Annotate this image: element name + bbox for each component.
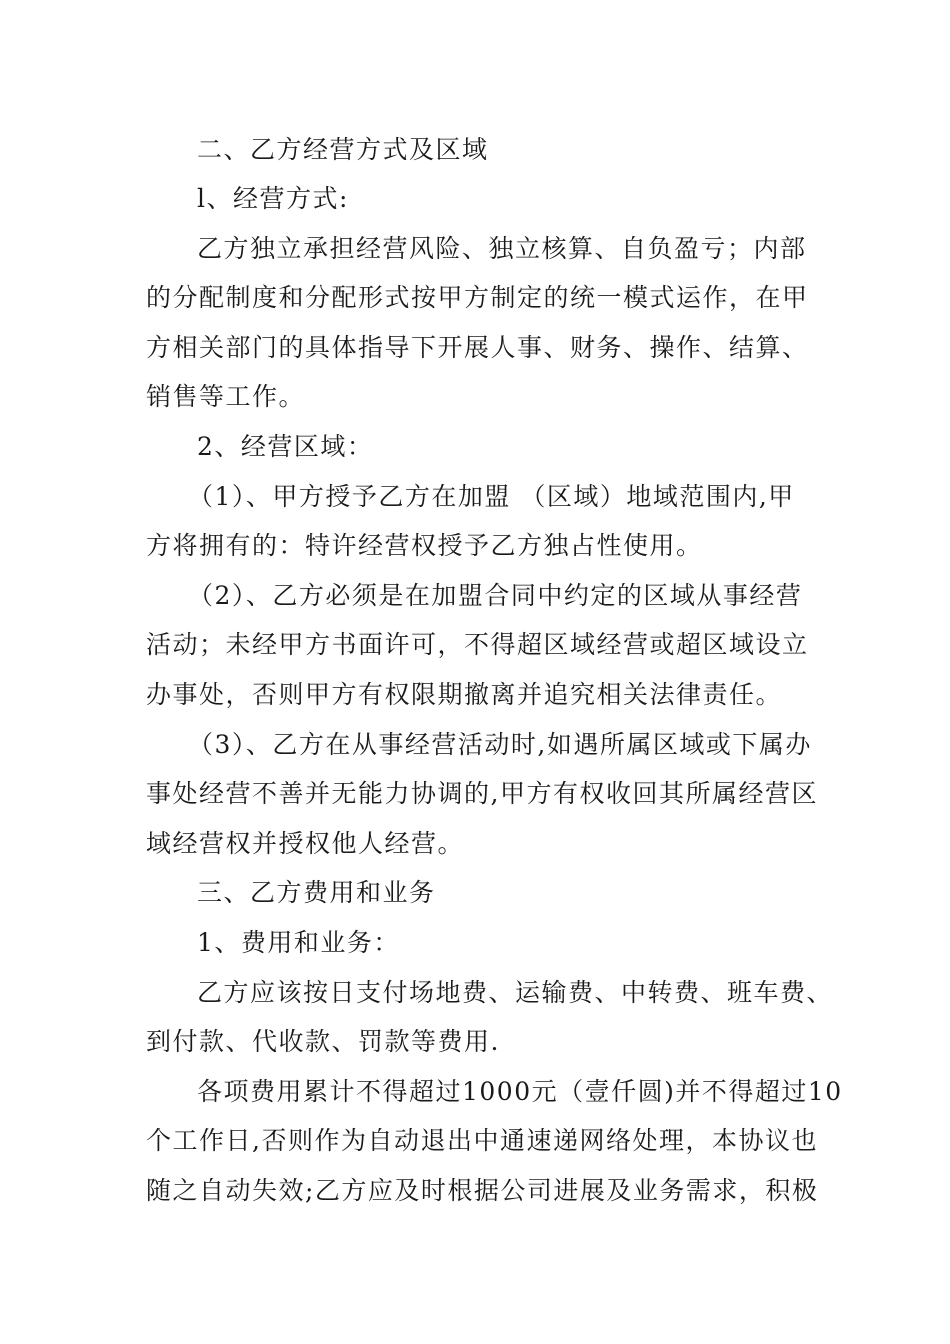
subheading-fees: 1、费用和业务： bbox=[197, 928, 400, 957]
clause-1-line: 方将拥有的：特许经营权授予乙方独占性使用。 bbox=[146, 531, 703, 560]
paragraph-line: 的分配制度和分配形式按甲方制定的统一模式运作，在甲 bbox=[146, 283, 809, 312]
clause-3-line: 域经营权并授权他人经营。 bbox=[146, 829, 465, 858]
clause-3-line: 事处经营不善并无能力协调的,甲方有权收回其所属经营区 bbox=[146, 779, 818, 808]
clause-2-line: （2）、乙方必须是在加盟合同中约定的区域从事经营 bbox=[188, 581, 803, 610]
paragraph-line: 乙方独立承担经营风险、独立核算、自负盈亏；内部 bbox=[197, 234, 807, 263]
clause-2-line: 办事处，否则甲方有权限期撤离并追究相关法律责任。 bbox=[146, 680, 783, 709]
subheading-business-area: 2、经营区域： bbox=[197, 432, 374, 461]
paragraph-line: 方相关部门的具体指导下开展人事、财务、操作、结算、 bbox=[146, 333, 809, 362]
section-heading-3: 三、乙方费用和业务 bbox=[197, 878, 436, 907]
paragraph-line: 随之自动失效;乙方应及时根据公司进展及业务需求，积极 bbox=[146, 1176, 819, 1205]
clause-3-line: （3）、乙方在从事经营活动时,如遇所属区域或下属办 bbox=[188, 730, 812, 759]
paragraph-line: 到付款、代收款、罚款等费用. bbox=[146, 1027, 500, 1056]
clause-2-line: 活动；未经甲方书面许可，不得超区域经营或超区域设立 bbox=[146, 630, 809, 659]
paragraph-line: 个工作日,否则作为自动退出中通速递网络处理，本协议也 bbox=[146, 1126, 818, 1155]
paragraph-line: 销售等工作。 bbox=[146, 382, 306, 411]
clause-1-line: （1）、甲方授予乙方在加盟 （区域）地域范围内,甲 bbox=[188, 482, 795, 511]
paragraph-line: 乙方应该按日支付场地费、运输费、中转费、班车费、 bbox=[197, 978, 834, 1007]
subheading-business-mode: l、经营方式: bbox=[197, 184, 349, 213]
section-heading-2: 二、乙方经营方式及区域 bbox=[197, 135, 489, 164]
paragraph-line: 各项费用累计不得超过1000元（壹仟圆)并不得超过10 bbox=[197, 1077, 843, 1106]
